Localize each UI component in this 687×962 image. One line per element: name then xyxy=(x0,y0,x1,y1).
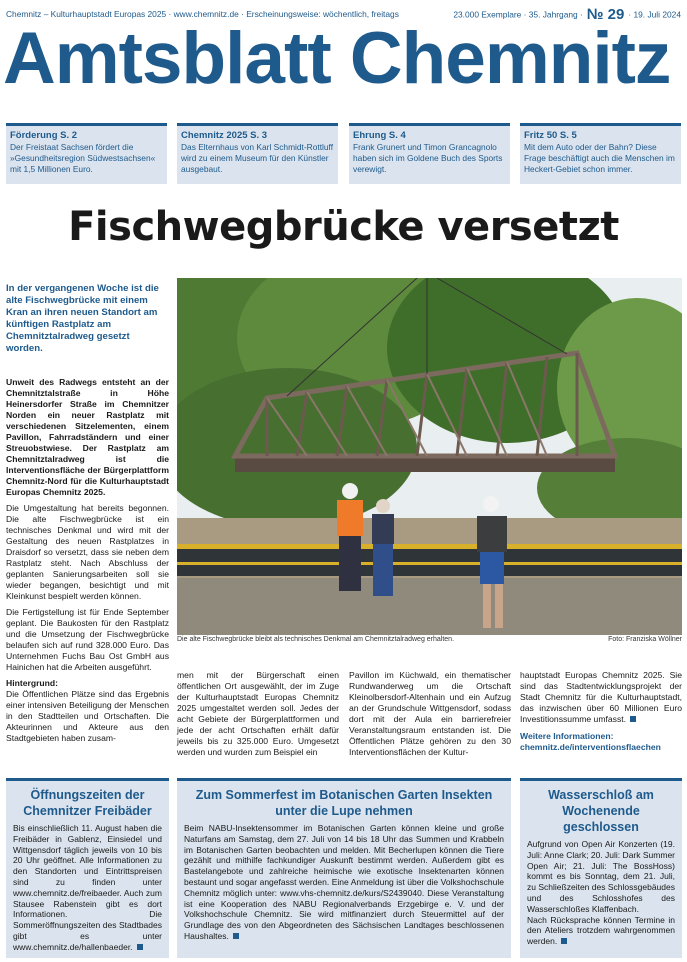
teaser-heading: Fritz 50 S. 5 xyxy=(524,130,577,141)
teaser-text: Das Elternhaus von Karl Schmidt-Rottluff wird zu einem Museum für den Künstler ausgebaut. xyxy=(181,142,334,174)
box-title: Zum Sommerfest im Botanischen Garten Insekten unter die Lupe nehmen xyxy=(195,788,493,818)
issue-date: · 19. Juli 2024 xyxy=(628,9,681,20)
box-wasserschloss xyxy=(520,778,682,958)
box-title: Wasserschloß am Wochenende geschlossen xyxy=(548,788,654,834)
photo-caption: Die alte Fischwegbrücke bleibt als technisches Denkmal am Chemnitztalradweg erhalten. xyxy=(177,636,455,643)
paragraph: Die Umgestaltung hat bereits begonnen. Die alte Fischwegbrücke ist ein technisches Denkmal und wird mit der Gestaltung des neuen Rastplatzes in Draisdorf so versetzt, dass sie neben dem Rastplatz steht. Nach Abschluss der geplanten Sanierungsarbeiten soll sie wieder begangen, besichtigt und mit Kleinkunst bespielt werden können. xyxy=(6,503,169,601)
article-headline: Fischwegbrücke versetzt xyxy=(68,204,619,250)
more-info-label: Weitere Informationen: xyxy=(520,731,614,741)
article-column-3: Pavillon im Küchwald, ein thematischer Rundwanderweg um die Ortschaft Kleinolbersdorf-Altenhain und ein Aufzug an der Grundschule Wittgensdorf, sodass dort mit der Aula ein barrierefreier Veranstaltungsraum entstanden ist. Die Öffentlichen Plätze gehören zu den 30 Interventionsflächen der Kultur- xyxy=(349,670,511,757)
photo-caption-row xyxy=(177,636,682,643)
teaser-text: Frank Grunert und Timon Grancagnolo haben sich im Goldene Buch des Sports verewigt. xyxy=(353,142,503,174)
teaser-chemnitz-2025[interactable] xyxy=(177,123,338,184)
box-text-2: Nach Rücksprache können Termine in den Ateliers trotzdem wahrgenommen werden. xyxy=(527,914,675,947)
box-botanischer-garten xyxy=(177,778,511,958)
teaser-heading: Chemnitz 2025 S. 3 xyxy=(181,130,268,141)
bridge-photo-illustration xyxy=(177,278,682,635)
teaser-text: Der Freistaat Sachsen fördert die »Gesundheitsregion Südwestsachsen« mit 1,5 Millionen Euro. xyxy=(10,142,156,174)
box-freibaeder xyxy=(6,778,169,958)
teaser-foerderung[interactable] xyxy=(6,123,167,184)
more-info-link[interactable]: chemnitz.de/interventionsflaechen xyxy=(520,742,661,752)
article-column-1 xyxy=(6,377,169,749)
subheading-hintergrund: Hintergrund: xyxy=(6,678,59,688)
end-square-icon xyxy=(561,938,567,944)
article-column-2: men mit der Bürgerschaft einen öffentlichen Ort ausgewählt, der im Zuge der Kulturhauptstadt Europas Chemnitz 2025 umgestaltet werden soll. Jedes der acht Gebiete der Bürgerplattformen und jede der acht Ortschaften erhält dafür jeweils bis zu 325.000 Euro. Umgesetzt werden und wurden zum Beispiel ein xyxy=(177,670,339,757)
photo-credit: Foto: Franziska Wöllner xyxy=(608,636,682,643)
box-text: Aufgrund von Open Air Konzerten (19. Juli: Anne Clark; 20. Juli: Dark Summer Open Air; 21. Juli: The BossHoss) kommt es bis Sonntag, dem 21. Juli, zu Schließzeiten des Schlossgebäudes und des Schlosshofes des Wasserschloßes Klaffenbach. xyxy=(527,839,675,914)
publisher-line: Chemnitz – Kulturhauptstadt Europas 2025 · www.chemnitz.de · Erscheinungsweise: wöchentlich, freitags xyxy=(6,9,399,19)
paragraph: hauptstadt Europas Chemnitz 2025. Sie sind das Stadtentwicklungsprojekt der Stadt Chemnitz für die Kulturhauptstadt, das inzwischen über 60 Millionen Euro Investitionssumme umfasst. xyxy=(520,670,682,724)
paragraph: Die Fertigstellung ist für Ende September geplant. Die Baukosten für den Rastplatz und die Umsetzung der Fischwegbrücke belaufen sich auf rund 328.000 Euro. Das Unternehmen Fuchs Bau Ost GmbH aus Hainichen hat die Arbeiten ausgeführt. xyxy=(6,607,169,672)
teaser-heading: Ehrung S. 4 xyxy=(353,130,406,141)
issue-number: № 29 xyxy=(586,6,625,23)
teaser-text: Mit dem Auto oder der Bahn? Diese Frage beschäftigt auch die Menschen im Heckert-Gebiet schon immer. xyxy=(524,142,675,174)
end-square-icon xyxy=(137,944,143,950)
teaser-ehrung[interactable] xyxy=(349,123,510,184)
intro-paragraph: Unweit des Radwegs entsteht an der Chemnitztalstraße in Höhe Heinersdorfer Straße im Chemnitzer Norden ein neuer Rastplatz mit verschiedenen Sitzelementen, einem Pavillon, Fahrradständern und einer Streuobstwiese. Der Rastplatz am Chemnitztalradweg ist die Interventionsfläche der Bürgerplattform Chemnitz-Nord für die Kulturhauptstadt Europas Chemnitz 2025. xyxy=(6,377,169,497)
teaser-fritz-50[interactable] xyxy=(520,123,681,184)
end-square-icon xyxy=(233,933,239,939)
masthead-title: Amtsblatt Chemnitz xyxy=(3,18,671,99)
teaser-heading: Förderung S. 2 xyxy=(10,130,78,141)
end-square-icon xyxy=(630,716,636,722)
paragraph: Die Öffentlichen Plätze sind das Ergebnis einer intensiven Beteiligung der Menschen in den Stadtteilen und Ortschaften. Die Akteurinnen und Akteure aus den Stadtgebieten haben zusam- xyxy=(6,689,169,743)
article-column-4 xyxy=(520,670,682,753)
box-text: Beim NABU-Insektensommer im Botanischen Garten können kleine und große Naturfans am Samstag, dem 27. Juli von 14 bis 18 Uhr das Summen und Krabbeln im Botanischen Garten beobachten und melden. Mit Becherlupen können die Tiere gezählt und mithilfe fachkundiger Auskunft bestimmt werden. Außerdem gibt es Bastelangebote und zahlreiche heimische wie exotische Insektenarten können bestaunt und sogar angefasst werden. Eine Anmeldung ist über die Volkshochschule Chemnitz möglich unter: www.vhs-chemnitz.de/kurs/S2439040. Diese Veranstaltung ist eine Kooperation des NABU Regionalverbands Erzgebirge e. V. und der Volkshochschule Chemnitz. Sie wird mitfinanziert durch Steuermittel auf der Grundlage des von den Abgeordneten des Sächsischen Landtages beschlossenen Haushaltes. xyxy=(184,823,504,941)
bridge-photo xyxy=(177,278,682,635)
box-title: Öffnungszeiten der Chemnitzer Freibäder xyxy=(23,788,152,818)
box-text: Bis einschließlich 11. August haben die Freibäder in Gablenz, Einsiedel und Wittgensdorf täglich jeweils von 10 bis 20 Uhr geöffnet. Alle Informationen zu den Standorten und Eintrittspreisen sind zu finden unter www.chemnitz.de/freibaeder. Auch zum Stausee Rabenstein gibt es dort Informationen. Die Sommeröffnungszeiten des Stadtbades gibt es unter www.chemnitz.de/hallenbaeder. xyxy=(13,823,162,952)
copies-info: 23.000 Exemplare · 35. Jahrgang · xyxy=(453,9,583,20)
article-lead: In der vergangenen Woche ist die alte Fischwegbrücke mit einem Kran an ihren neuen Standort am künftigen Rastplatz am Chemnitztalradweg gesetzt worden. xyxy=(6,283,159,354)
